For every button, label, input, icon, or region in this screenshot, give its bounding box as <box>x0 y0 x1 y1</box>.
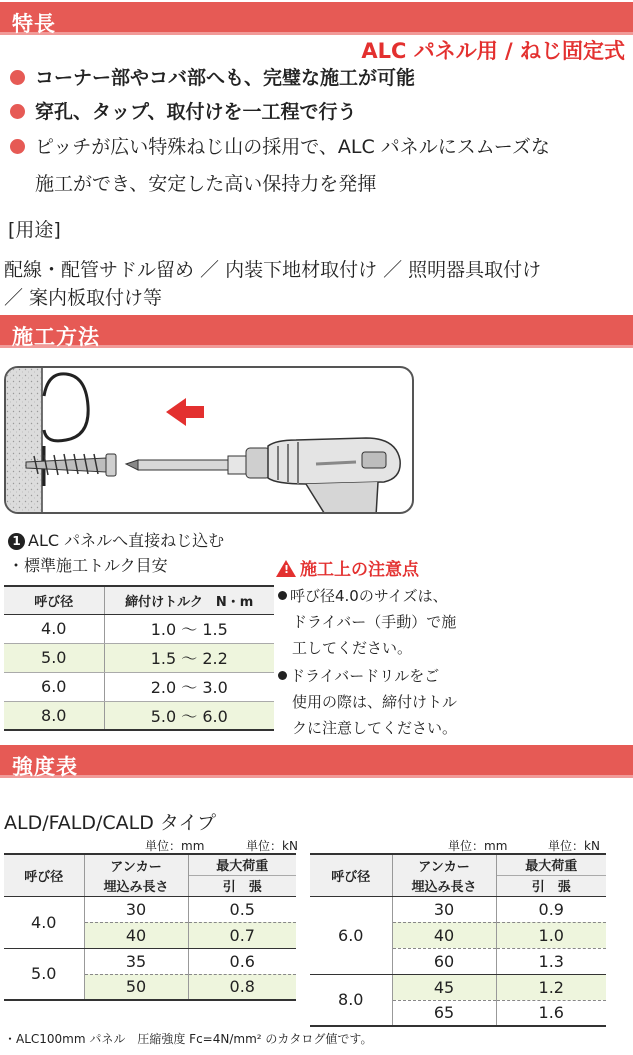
torque-table <box>4 585 274 731</box>
strength-header-row <box>4 854 296 875</box>
warning-icon: ! <box>276 560 296 577</box>
torque-value: 1.5 ～ 2.2 <box>104 643 274 672</box>
cell-embed: 35 <box>84 948 188 974</box>
cell-tension: 1.3 <box>496 948 606 974</box>
cell-embed: 40 <box>392 922 496 948</box>
method-header <box>0 315 633 353</box>
strength-header-bg <box>0 745 633 783</box>
footnote: ・ALC100mm パネル 圧縮強度 Fc=4N/mm² のカタログ値です。 <box>4 1032 373 1046</box>
table-row <box>4 701 274 730</box>
usage-line-2: ／ 案内板取付け等 <box>4 287 163 309</box>
cell-embed: 50 <box>84 974 188 1000</box>
installation-diagram <box>4 366 414 514</box>
torque-value: 1.0 ～ 1.5 <box>104 614 274 643</box>
step-number-icon: 1 <box>8 533 25 550</box>
header-anchor: アンカー <box>84 854 188 875</box>
bullet-icon <box>10 139 25 154</box>
alc-panel-icon <box>6 368 42 514</box>
bullet-icon <box>278 591 287 600</box>
bullet-icon <box>278 671 287 680</box>
header-diameter: 呼び径 <box>310 854 392 896</box>
cell-tension: 0.7 <box>188 922 296 948</box>
cell-embed: 30 <box>392 896 496 922</box>
header-anchor: アンカー <box>392 854 496 875</box>
cell-tension: 0.9 <box>496 896 606 922</box>
usage-heading: [用途] <box>8 219 61 241</box>
feature-item-2 <box>10 99 356 125</box>
header-load: 最大荷重 <box>496 854 606 875</box>
header-load: 最大荷重 <box>188 854 296 875</box>
features-title: 特長 <box>12 12 56 36</box>
torque-diameter: 6.0 <box>4 672 104 701</box>
header-embed: 埋込み長さ <box>392 875 496 896</box>
caution-line: 使用の際は、締付けトル <box>292 693 458 711</box>
method-title: 施工方法 <box>12 325 100 349</box>
table-row <box>4 948 296 974</box>
direction-arrow-icon <box>166 398 204 426</box>
header-tension: 引 張 <box>188 875 296 896</box>
cell-tension: 0.5 <box>188 896 296 922</box>
cell-embed: 60 <box>392 948 496 974</box>
header-embed: 埋込み長さ <box>84 875 188 896</box>
caution-line: ドライバードリルをご <box>290 667 440 685</box>
table-row <box>310 896 606 922</box>
strength-header-row <box>310 854 606 875</box>
unit-kn-right: 単位：kN <box>548 839 600 853</box>
cell-tension: 1.0 <box>496 922 606 948</box>
product-subtitle: ALC パネル用 / ねじ固定式 <box>361 39 625 63</box>
caution-item-2 <box>278 663 478 741</box>
table-row <box>4 672 274 701</box>
caution-heading <box>276 555 419 580</box>
feature-item-3-cont: 施工ができ、安定した高い保持力を発揮 <box>35 173 377 195</box>
torque-label: ・標準施工トルク目安 <box>8 556 168 575</box>
bullet-icon <box>10 70 25 85</box>
torque-header-torque: 締付けトルク N・m <box>104 586 274 614</box>
unit-mm-left: 単位：mm <box>145 839 205 853</box>
unit-mm-right: 単位：mm <box>448 839 508 853</box>
strength-header <box>0 745 633 783</box>
usage-line-1: 配線・配管サドル留め ／ 内装下地材取付け ／ 照明器具取付け <box>4 259 542 281</box>
table-row <box>4 643 274 672</box>
cell-tension: 0.6 <box>188 948 296 974</box>
torque-value: 2.0 ～ 3.0 <box>104 672 274 701</box>
cell-tension: 1.6 <box>496 1000 606 1026</box>
header-diameter: 呼び径 <box>4 854 84 896</box>
row-diameter: 5.0 <box>4 948 84 1000</box>
strength-table-left <box>4 853 296 1001</box>
cell-embed: 65 <box>392 1000 496 1026</box>
table-row <box>4 614 274 643</box>
caution-line: 呼び径4.0のサイズは、 <box>290 587 448 605</box>
feature-item-1 <box>10 65 415 91</box>
caution-line: クに注意してください。 <box>292 719 458 737</box>
caution-item-1 <box>278 583 478 661</box>
header-tension: 引 張 <box>496 875 606 896</box>
power-drill-icon <box>246 438 400 514</box>
row-diameter: 4.0 <box>4 896 84 948</box>
row-diameter: 8.0 <box>310 974 392 1026</box>
bullet-icon <box>10 104 25 119</box>
installation-illustration <box>6 368 414 514</box>
strength-table-right <box>310 853 606 1027</box>
driver-bit-icon <box>126 456 246 474</box>
caution-line: ドライバー（手動）で施 <box>292 613 457 631</box>
table-row <box>4 896 296 922</box>
torque-diameter: 8.0 <box>4 701 104 730</box>
torque-diameter: 5.0 <box>4 643 104 672</box>
step-1-text: ALC パネルへ直接ねじ込む <box>28 531 225 550</box>
torque-value: 5.0 ～ 6.0 <box>104 701 274 730</box>
cell-embed: 40 <box>84 922 188 948</box>
table-row <box>310 974 606 1000</box>
feature-text: 穿孔、タップ、取付けを一工程で行う <box>35 101 357 123</box>
feature-text: コーナー部やコバ部へも、完璧な施工が可能 <box>35 67 416 89</box>
feature-text: ピッチが広い特殊ねじ山の採用で、ALC パネルにスムーズな <box>35 136 550 158</box>
cell-embed: 45 <box>392 974 496 1000</box>
torque-header-row <box>4 586 274 614</box>
cell-tension: 1.2 <box>496 974 606 1000</box>
caution-title: 施工上の注意点 <box>300 560 419 580</box>
caution-line: 工してください。 <box>292 639 413 657</box>
type-title: ALD/FALD/CALD タイプ <box>4 812 216 834</box>
unit-kn-left: 単位：kN <box>246 839 298 853</box>
feature-item-3 <box>10 134 550 160</box>
strength-title: 強度表 <box>12 755 78 779</box>
torque-header-diameter: 呼び径 <box>4 586 104 614</box>
step-1 <box>8 528 224 551</box>
cell-tension: 0.8 <box>188 974 296 1000</box>
row-diameter: 6.0 <box>310 896 392 974</box>
cell-embed: 30 <box>84 896 188 922</box>
torque-diameter: 4.0 <box>4 614 104 643</box>
saddle-icon <box>44 374 88 441</box>
